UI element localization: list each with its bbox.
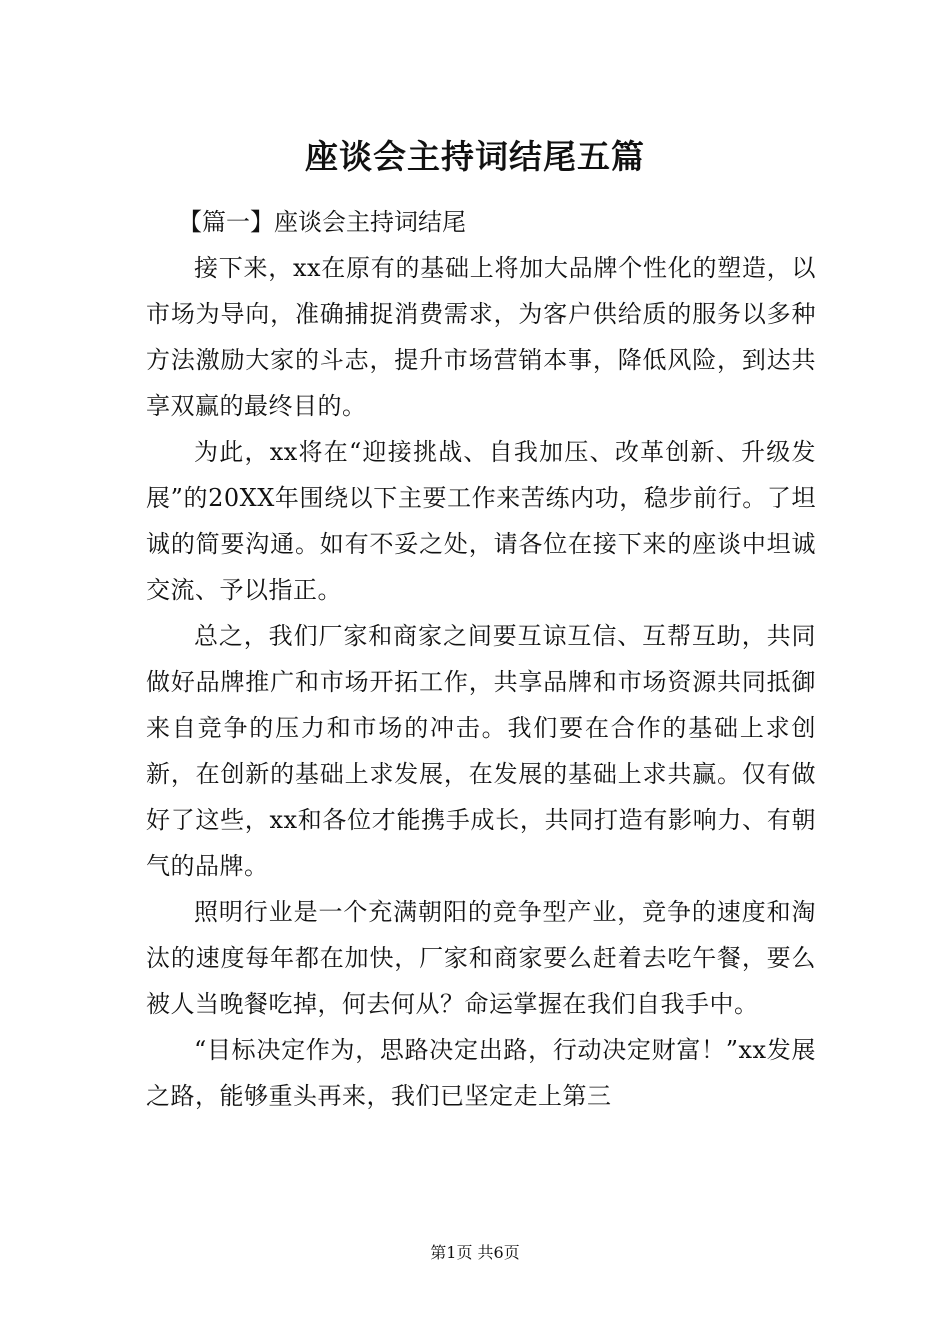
paragraph-5: “目标决定作为，思路决定出路，行动决定财富！”xx发展之路，能够重头再来，我们已坚定走上第三 [146, 1036, 816, 1110]
section-heading: 【篇一】座谈会主持词结尾 [178, 208, 466, 236]
paragraph-3: 总之，我们厂家和商家之间要互谅互信、互帮互助，共同做好品牌推广和市场开拓工作，共享品牌和市场资源共同抵御来自竞争的压力和市场的冲击。我们要在合作的基础上求创新，在创新的基础上求发展，在发展的基础上求共赢。仅有做好了这些，xx和各位才能携手成长，共同打造有影响力、有朝气的品牌。 [146, 622, 816, 880]
paragraph-4: 照明行业是一个充满朝阳的竞争型产业，竞争的速度和淘汰的速度每年都在加快，厂家和商家要么赶着去吃午餐，要么被人当晚餐吃掉，何去何从？命运掌握在我们自我手中。 [146, 898, 816, 1018]
paragraph-1: 接下来，xx在原有的基础上将加大品牌个性化的塑造，以市场为导向，准确捕捉消费需求，为客户供给质的服务以多种方法激励大家的斗志，提升市场营销本事，降低风险，到达共享双赢的最终目的。 [146, 254, 816, 420]
document-body [146, 245, 816, 1119]
document-title: 座谈会主持词结尾五篇 [305, 137, 645, 176]
paragraph-2: 为此，xx将在“迎接挑战、自我加压、改革创新、升级发展”的20XX年围绕以下主要工作来苦练内功，稳步前行。了坦诚的简要沟通。如有不妥之处，请各位在接下来的座谈中坦诚交流、予以指正。 [146, 438, 816, 604]
page-number-footer: 第1页 共6页 [430, 1243, 520, 1262]
